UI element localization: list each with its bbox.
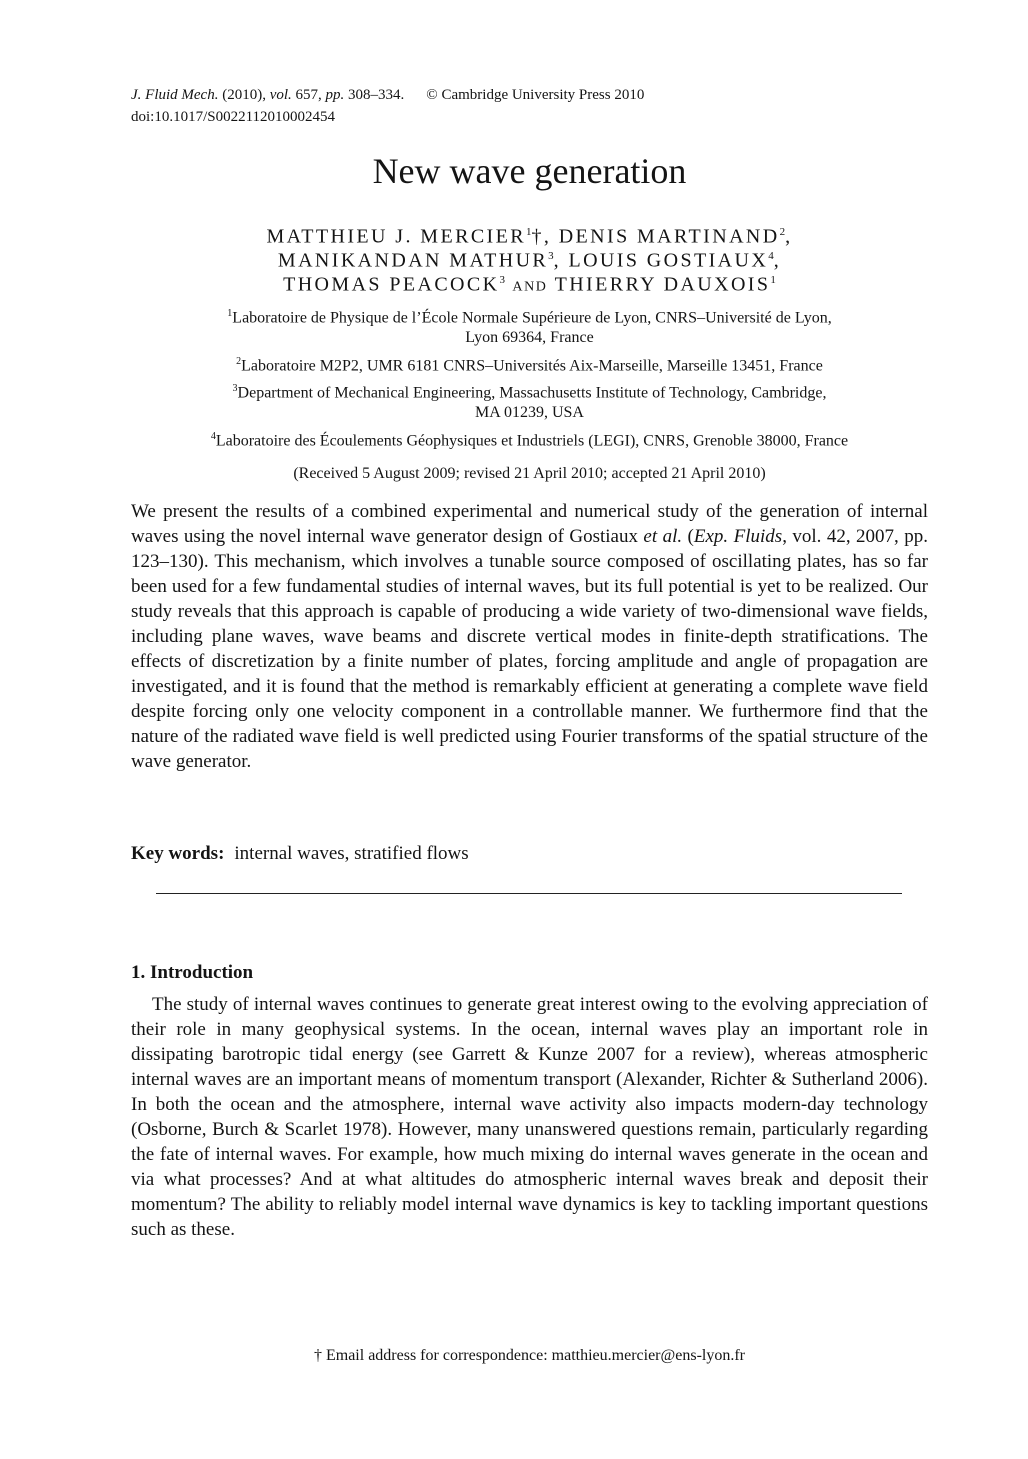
affiliation (131, 427, 928, 451)
divider (156, 893, 902, 894)
author-affiliation-mark: 4 (768, 250, 774, 262)
journal-citation (131, 86, 644, 104)
abstract-text: , vol. 42, 2007, pp. 123–130). This mechanism, which involves a tunable source composed of oscillating plates, has so far been used for a few fundamental studies of internal waves, but its full potential is yet to be realized. Our study reveals that this approach is capable of producing a wide variety of two-dimensional wave fields, including plane waves, wave beams and discrete vertical modes in finite-depth stratifications. The effects of discretization by a finite number of plates, forcing amplitude and angle of propagation are investigated, and it is found that the method is remarkably efficient at generating a complete wave field despite forcing only one velocity component in a controllable manner. We furthermore find that the nature of the radiated wave field is well predicted using Fourier transforms of the spatial structure of the wave generator. (131, 526, 928, 772)
author-name: THOMAS PEACOCK (283, 273, 500, 296)
keywords (131, 842, 469, 866)
volume-value: 657, (295, 87, 322, 103)
affiliation-number: 4 (210, 431, 216, 442)
dagger-icon: † (531, 225, 544, 248)
affiliation-text: MA 01239, USA (475, 404, 584, 422)
section-heading: 1. Introduction (131, 962, 254, 983)
abstract-text: ( (682, 526, 694, 547)
affiliation-number: 3 (232, 383, 238, 394)
volume-label: vol. (269, 87, 292, 103)
copyright-icon: © (426, 87, 438, 103)
author-affiliation-mark: 2 (779, 226, 786, 238)
affiliation (131, 379, 928, 423)
received-dates: (Received 5 August 2009; revised 21 April 2010; accepted 21 April 2010) (293, 465, 766, 482)
affiliation-text: Department of Mechanical Engineering, Massachusetts Institute of Technology, Cambridge, (237, 384, 827, 402)
author-affiliation-mark: 3 (548, 250, 554, 262)
author-line-2: MANIKANDAN MATHUR$^3$, LOUIS GOSTIAUX$^4$, (277, 249, 782, 272)
author-affiliation-mark: 1 (770, 274, 776, 286)
footnote (131, 1346, 928, 1366)
publisher: Cambridge University Press 2010 (441, 87, 645, 103)
author-name: MANIKANDAN MATHUR (277, 249, 549, 272)
keywords-value: internal waves, stratified flows (234, 843, 469, 864)
author-name: MATTHIEU J. MERCIER (266, 225, 526, 248)
author-affiliation-mark: 3 (499, 274, 505, 286)
affiliation (131, 304, 928, 348)
section-paragraph: The study of internal waves continues to generate great interest owing to the evolving appreciation of their role in many geophysical systems. In the ocean, internal waves play an important role in dissipating barotropic tidal energy (see Garrett & Kunze 2007 for a review), whereas atmospheric internal waves are an important means of momentum transport (Alexander, Richter & Sutherland 2006). In both the ocean and the atmosphere, internal wave activity also impacts modern-day technology (Osborne, Burch & Scarlet 1978). However, many unanswered questions remain, particularly regarding the fate of internal waves. For example, how much mixing do internal waves generate in the ocean and via what processes? And at what altitudes do atmospheric internal waves break and deposit their momentum? The ability to reliably model internal wave dynamics is key to tackling important questions such as these. (131, 994, 928, 1240)
affiliation-text: Lyon 69364, France (465, 329, 594, 347)
author-affiliation-mark: 1 (525, 226, 532, 238)
affiliation (131, 352, 928, 376)
doi: doi:10.1017/S0022112010002454 (131, 109, 336, 125)
author-name: THIERRY DAUXOIS (554, 273, 771, 296)
pages-value: 308–334. (348, 87, 405, 103)
affiliation-number: 2 (236, 356, 242, 367)
pages-label: pp. (325, 87, 345, 103)
footnote-text: Email address for correspondence: matthieu.mercier@ens-lyon.fr (325, 1347, 745, 1364)
affiliation-text: Laboratoire des Écoulements Géophysiques et Industriels (LEGI), CNRS, Grenoble 38000, France (215, 432, 849, 450)
and-word: AND (512, 279, 548, 295)
paper-title: New wave generation (372, 151, 687, 191)
journal-name: J. Fluid Mech. (131, 87, 219, 103)
keywords-label: Key words: (131, 843, 225, 864)
author-name: DENIS MARTINAND (558, 225, 780, 248)
abstract-text: We present the results of a combined experimental and numerical study of the generation of internal waves using the novel internal wave generator design of Gostiaux (131, 501, 928, 547)
abstract-etal: et al. (643, 526, 683, 547)
abstract-journal: Exp. Fluids (693, 526, 783, 547)
affiliation-text: Laboratoire de Physique de l’École Normale Supérieure de Lyon, CNRS–Université de Lyon, (232, 309, 832, 327)
author-name: LOUIS GOSTIAUX (568, 249, 769, 272)
affiliation-text: Laboratoire M2P2, UMR 6181 CNRS–Universités Aix-Marseille, Marseille 13451, France (241, 357, 823, 375)
journal-year: (2010), (222, 87, 266, 103)
author-line-1: MATTHIEU J. MERCIER$^1$†, DENIS MARTINAND$^2$, (266, 225, 793, 248)
affiliation-number: 1 (227, 308, 233, 319)
abstract (131, 499, 928, 774)
author-line-3 (131, 269, 928, 299)
dagger-icon: † (313, 1347, 322, 1364)
